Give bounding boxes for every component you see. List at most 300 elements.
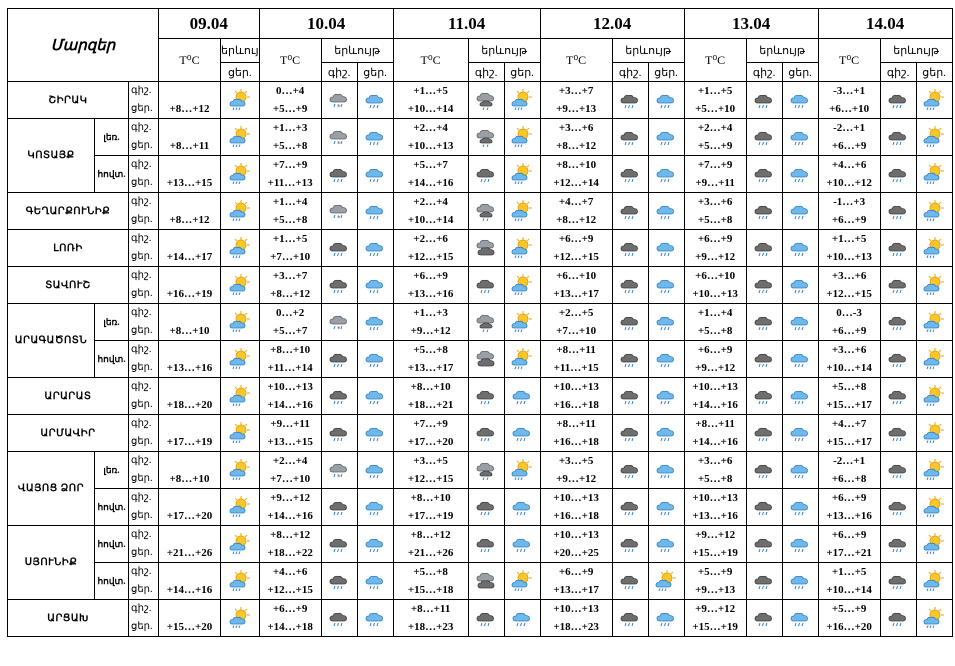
night-temp-value: +1…+4 bbox=[272, 196, 308, 208]
cloud-dark-rain-icon bbox=[613, 384, 648, 408]
night-temp-value: +8…+11 bbox=[410, 603, 451, 615]
day-temp bbox=[393, 341, 468, 378]
cloud-blue-rain-icon bbox=[505, 606, 540, 630]
cloud-blue-rain-icon-graphic bbox=[363, 532, 387, 556]
day-icon-cell bbox=[648, 415, 684, 452]
zone-label: հովտ. bbox=[95, 489, 129, 526]
cloud-dark-rain-icon bbox=[747, 495, 782, 519]
region-row bbox=[8, 415, 953, 452]
night-temp-value: +5…+9 bbox=[697, 566, 733, 578]
day-icon-cell bbox=[504, 452, 540, 489]
cloud-grey-rain-icon bbox=[469, 458, 504, 482]
day-temp bbox=[818, 600, 880, 637]
cloud-dark-rain-icon bbox=[322, 273, 357, 297]
day-icon-cell bbox=[916, 378, 952, 415]
night-icon-cell bbox=[321, 341, 357, 378]
day-icon-cell bbox=[782, 600, 818, 637]
sun-cloud-rain-icon bbox=[917, 199, 952, 223]
cloud-grey-rain-icon-graphic bbox=[474, 310, 498, 334]
cloud-dark-rain-icon bbox=[469, 162, 504, 186]
sun-cloud-rain-icon bbox=[505, 88, 540, 112]
cloud-blue-rain-icon-graphic bbox=[654, 606, 678, 630]
cloud-dark-rain-icon bbox=[322, 347, 357, 371]
day-icon-cell bbox=[357, 304, 393, 341]
night-icon-cell bbox=[468, 415, 504, 452]
cloud-blue-rain-icon-graphic bbox=[788, 569, 812, 593]
cloud-dark-rain-icon-graphic bbox=[474, 273, 498, 297]
day-icon-cell bbox=[648, 304, 684, 341]
night-temp-value: +3…+7 bbox=[272, 270, 308, 282]
day-icon-cell bbox=[782, 304, 818, 341]
night-temp-value: +8…+10 bbox=[410, 492, 451, 504]
night-temp-value: +8…+10 bbox=[556, 159, 597, 171]
day-subheader: ցեր. bbox=[504, 63, 540, 82]
day-temp-value: +13…+16 bbox=[692, 510, 738, 522]
day-temp bbox=[540, 378, 612, 415]
cloud-grey-rain-icon-graphic bbox=[474, 199, 498, 223]
day-temp-value: +18…+21 bbox=[407, 399, 454, 411]
sun-cloud-rain-icon bbox=[917, 421, 952, 445]
cloud-dark-rain-icon bbox=[747, 421, 782, 445]
sun-cloud-rain-icon bbox=[221, 569, 259, 593]
cloud-dark-rain-icon-graphic bbox=[474, 532, 498, 556]
night-temp-value: +9…+12 bbox=[695, 603, 736, 615]
time-labels bbox=[129, 415, 159, 452]
day-temp bbox=[818, 489, 880, 526]
cloud-blue-rain-icon bbox=[783, 495, 818, 519]
night-icon-cell bbox=[746, 193, 782, 230]
day-icon-cell bbox=[916, 193, 952, 230]
cloud-dark-rain-icon-graphic bbox=[886, 310, 910, 334]
night-icon-cell bbox=[880, 304, 916, 341]
cloud-dark-rain-icon bbox=[881, 125, 916, 149]
day-label: ցեր. bbox=[131, 436, 153, 447]
day-temp-value: +8…+12 bbox=[556, 140, 597, 152]
day-icon-cell bbox=[504, 563, 540, 600]
time-labels bbox=[129, 341, 159, 378]
sun-cloud-rain-icon-graphic bbox=[510, 458, 534, 482]
zone-label: հովտ. bbox=[95, 563, 129, 600]
day-temp-value: +18…+23 bbox=[553, 621, 599, 633]
day-icon-cell bbox=[357, 193, 393, 230]
cloud-dark-rain-icon-graphic bbox=[618, 125, 642, 149]
night-icon-cell bbox=[468, 526, 504, 563]
sun-cloud-rain-icon bbox=[505, 347, 540, 371]
temp-header: T⁰C bbox=[818, 39, 880, 82]
day-icon-cell bbox=[504, 193, 540, 230]
cloud-blue-rain-icon-graphic bbox=[363, 273, 387, 297]
cloud-dark-rain-icon bbox=[747, 310, 782, 334]
cloud-dark-rain-icon bbox=[322, 495, 357, 519]
day-label: ցեր. bbox=[131, 288, 153, 299]
night-icon-cell bbox=[880, 230, 916, 267]
cloud-blue-rain-icon-graphic bbox=[510, 606, 534, 630]
cloud-dark-rain-icon-graphic bbox=[752, 236, 776, 260]
night-temp-value: +2…+4 bbox=[697, 122, 733, 134]
day-icon-cell bbox=[504, 230, 540, 267]
night-subheader: գիշ. bbox=[612, 63, 648, 82]
night-label: գիշ. bbox=[131, 159, 152, 170]
sun-cloud-rain-icon-graphic bbox=[922, 125, 946, 149]
cloud-dark-rain-icon-graphic bbox=[618, 495, 642, 519]
sun-cloud-rain-icon-graphic bbox=[510, 310, 534, 334]
cloud-dark-rain-icon-graphic bbox=[886, 606, 910, 630]
cloud-dark-rain-icon bbox=[747, 162, 782, 186]
night-icon-cell bbox=[612, 230, 648, 267]
cloud-blue-rain-icon bbox=[358, 273, 393, 297]
day-temp-value: +21…+26 bbox=[407, 547, 454, 559]
time-labels bbox=[129, 193, 159, 230]
night-temp-value: +3…+6 bbox=[831, 344, 867, 356]
sun-cloud-rain-icon bbox=[221, 384, 259, 408]
cloud-dark-rain-icon-graphic bbox=[752, 347, 776, 371]
day0-temp-value: +8…+10 bbox=[169, 473, 210, 485]
day-icon-cell bbox=[648, 156, 684, 193]
sun-cloud-rain-icon-graphic bbox=[228, 495, 252, 519]
night-icon-cell bbox=[612, 452, 648, 489]
zone-label: լեռ. bbox=[95, 304, 129, 341]
weather-icon-cell bbox=[221, 230, 260, 267]
day-temp-value: +20…+25 bbox=[553, 547, 599, 559]
region-name: ԱՐԱԳԱԾՈՏՆ bbox=[8, 304, 95, 378]
day-temp bbox=[818, 452, 880, 489]
cloud-dark-rain-icon bbox=[613, 273, 648, 297]
night-icon-cell bbox=[321, 378, 357, 415]
day-temp-value: +12…+15 bbox=[553, 251, 599, 263]
night-icon-cell bbox=[880, 415, 916, 452]
temp-header: T⁰C bbox=[540, 39, 612, 82]
cloud-dark-rain-icon-graphic bbox=[618, 236, 642, 260]
day-temp bbox=[818, 267, 880, 304]
day-temp bbox=[818, 563, 880, 600]
cloud-dark-rain-icon bbox=[881, 569, 916, 593]
night-temp-value: +1…+3 bbox=[413, 307, 448, 319]
night-icon-cell bbox=[746, 415, 782, 452]
weather-icon-cell bbox=[221, 526, 260, 563]
day-temp-value: +18…+23 bbox=[407, 621, 454, 633]
night-temp-value: +2…+5 bbox=[558, 307, 594, 319]
day-icon-cell bbox=[916, 156, 952, 193]
sun-cloud-rain-icon bbox=[505, 162, 540, 186]
day-icon-cell bbox=[648, 341, 684, 378]
night-icon-cell bbox=[746, 378, 782, 415]
day-temp-value: +6…+8 bbox=[831, 473, 867, 485]
day-temp bbox=[259, 526, 321, 563]
day0-temp bbox=[159, 452, 221, 489]
sun-cloud-rain-icon bbox=[917, 384, 952, 408]
day-icon-cell bbox=[357, 341, 393, 378]
cloud-dark-rain-icon bbox=[322, 532, 357, 556]
day-temp bbox=[259, 193, 321, 230]
cloud-blue-rain-icon-graphic bbox=[654, 236, 678, 260]
day-temp-value: +17…+19 bbox=[407, 510, 454, 522]
night-icon-cell bbox=[321, 489, 357, 526]
day-temp bbox=[393, 452, 468, 489]
night-temp-value: +3…+5 bbox=[413, 455, 448, 467]
day-temp bbox=[540, 415, 612, 452]
sun-cloud-rain-icon-graphic bbox=[228, 532, 252, 556]
cloud-dark-rain-icon-graphic bbox=[474, 606, 498, 630]
cloud-grey-rain-icon bbox=[469, 125, 504, 149]
night-icon-cell bbox=[612, 489, 648, 526]
cloud-dark-rain-icon-graphic bbox=[752, 421, 776, 445]
night-temp-value: -1…+3 bbox=[833, 196, 866, 208]
day-temp bbox=[259, 378, 321, 415]
cloud-dark-rain-icon-graphic bbox=[618, 606, 642, 630]
cloud-dark-icon bbox=[469, 569, 504, 593]
night-temp-value: +2…+6 bbox=[413, 233, 448, 245]
date-header: 14.04 bbox=[818, 9, 952, 39]
day-icon-cell bbox=[916, 526, 952, 563]
sun-cloud-rain-icon-graphic bbox=[922, 199, 946, 223]
cloud-blue-rain-icon-graphic bbox=[788, 532, 812, 556]
day-temp bbox=[684, 267, 746, 304]
sun-cloud-rain-icon bbox=[917, 273, 952, 297]
phenomenon-header: երևույթ bbox=[612, 39, 684, 63]
weather-icon-cell bbox=[221, 378, 260, 415]
phenomenon-header: երևույթ bbox=[880, 39, 952, 63]
sun-cloud-rain-icon bbox=[917, 310, 952, 334]
night-icon-cell bbox=[468, 489, 504, 526]
day-temp bbox=[684, 156, 746, 193]
phenomenon-header: երևույ bbox=[221, 39, 260, 63]
day0-temp-value: +8…+12 bbox=[169, 103, 210, 115]
day-icon-cell bbox=[916, 119, 952, 156]
night-temp-value: +8…+11 bbox=[695, 418, 735, 430]
time-labels bbox=[129, 230, 159, 267]
night-icon-cell bbox=[746, 230, 782, 267]
day-temp-value: +11…+14 bbox=[267, 362, 313, 374]
time-labels bbox=[129, 267, 159, 304]
day0-temp-value: +8…+10 bbox=[169, 325, 210, 337]
region-name: ԱՐԱՐԱՏ bbox=[8, 378, 129, 415]
night-icon-cell bbox=[612, 193, 648, 230]
weather-icon-cell bbox=[221, 119, 260, 156]
cloud-blue-rain-icon bbox=[649, 162, 684, 186]
temp-header: T⁰C bbox=[159, 39, 221, 82]
night-icon-cell bbox=[321, 415, 357, 452]
region-row bbox=[8, 341, 953, 378]
night-icon-cell bbox=[880, 378, 916, 415]
day-temp-value: +16…+18 bbox=[553, 436, 599, 448]
cloud-grey-rain-icon bbox=[469, 310, 504, 334]
day-temp bbox=[393, 267, 468, 304]
day-icon-cell bbox=[916, 489, 952, 526]
night-temp-value: -2…+1 bbox=[833, 455, 866, 467]
cloud-rain-snow-icon bbox=[322, 310, 357, 334]
day-temp bbox=[684, 526, 746, 563]
day-temp bbox=[540, 304, 612, 341]
region-row bbox=[8, 230, 953, 267]
cloud-blue-rain-icon bbox=[358, 310, 393, 334]
day-temp-value: +15…+19 bbox=[692, 621, 738, 633]
day0-temp bbox=[159, 156, 221, 193]
night-icon-cell bbox=[321, 452, 357, 489]
night-icon-cell bbox=[612, 600, 648, 637]
night-icon-cell bbox=[468, 378, 504, 415]
day0-temp bbox=[159, 267, 221, 304]
night-icon-cell bbox=[612, 304, 648, 341]
sun-cloud-rain-icon-graphic bbox=[228, 347, 252, 371]
cloud-blue-rain-icon bbox=[649, 532, 684, 556]
day-temp bbox=[393, 119, 468, 156]
day0-temp-value: +18…+20 bbox=[166, 399, 213, 411]
night-temp-value: +1…+5 bbox=[831, 566, 867, 578]
cloud-blue-rain-icon bbox=[358, 162, 393, 186]
night-temp-value: +10…+13 bbox=[553, 603, 599, 615]
night-temp-value: +6…+9 bbox=[831, 492, 867, 504]
day0-temp bbox=[159, 526, 221, 563]
cloud-dark-rain-icon-graphic bbox=[886, 236, 910, 260]
cloud-dark-icon-graphic bbox=[474, 347, 498, 371]
day-icon-cell bbox=[504, 304, 540, 341]
cloud-blue-rain-icon bbox=[358, 88, 393, 112]
day-temp-value: +15…+17 bbox=[826, 399, 872, 411]
cloud-grey-rain-icon-graphic bbox=[474, 125, 498, 149]
cloud-blue-rain-icon-graphic bbox=[654, 458, 678, 482]
day-temp-value: +15…+17 bbox=[826, 436, 872, 448]
day-temp-value: +9…+13 bbox=[695, 584, 736, 596]
cloud-dark-rain-icon-graphic bbox=[618, 421, 642, 445]
day-temp-value: +18…+22 bbox=[267, 547, 313, 559]
day-icon-cell bbox=[504, 267, 540, 304]
zone-label: լեռ. bbox=[95, 452, 129, 489]
svg-text:*: * bbox=[337, 103, 341, 111]
day0-temp bbox=[159, 378, 221, 415]
night-icon-cell bbox=[746, 267, 782, 304]
night-temp-value: +6…+9 bbox=[413, 270, 448, 282]
night-temp-value: +9…+11 bbox=[270, 418, 310, 430]
cloud-dark-rain-icon bbox=[747, 458, 782, 482]
night-icon-cell bbox=[468, 156, 504, 193]
sun-cloud-rain-icon-graphic bbox=[922, 606, 946, 630]
night-temp-value: +6…+9 bbox=[558, 566, 594, 578]
time-labels bbox=[129, 563, 159, 600]
day-temp-value: +15…+18 bbox=[407, 584, 454, 596]
night-temp-value: +7…+9 bbox=[413, 418, 448, 430]
cloud-blue-rain-icon bbox=[649, 421, 684, 445]
day-icon-cell bbox=[504, 600, 540, 637]
night-temp-value: +1…+5 bbox=[272, 233, 308, 245]
night-temp-value: +6…+10 bbox=[695, 270, 736, 282]
day-temp bbox=[393, 193, 468, 230]
day-temp-value: +10…+14 bbox=[826, 584, 872, 596]
cloud-dark-rain-icon bbox=[881, 384, 916, 408]
zone-label: հովտ. bbox=[95, 156, 129, 193]
sun-cloud-rain-icon-graphic bbox=[922, 310, 946, 334]
cloud-dark-rain-icon bbox=[613, 162, 648, 186]
cloud-dark-rain-icon-graphic bbox=[886, 88, 910, 112]
cloud-dark-rain-icon bbox=[469, 384, 504, 408]
region-name: ՇԻՐԱԿ bbox=[8, 82, 129, 119]
day-label: ցեր. bbox=[131, 621, 153, 632]
night-label: գիշ. bbox=[131, 233, 152, 244]
cloud-blue-rain-icon-graphic bbox=[654, 532, 678, 556]
day-label: ցեր. bbox=[131, 362, 153, 373]
day-temp-value: +13…+16 bbox=[826, 510, 872, 522]
date-header: 13.04 bbox=[684, 9, 818, 39]
cloud-blue-rain-icon-graphic bbox=[363, 569, 387, 593]
sun-cloud-rain-icon bbox=[221, 88, 259, 112]
cloud-dark-rain-icon-graphic bbox=[618, 458, 642, 482]
day0-temp-value: +13…+16 bbox=[166, 362, 213, 374]
day-label: ցեր. bbox=[131, 473, 153, 484]
region-row bbox=[8, 489, 953, 526]
cloud-blue-rain-icon-graphic bbox=[363, 162, 387, 186]
night-icon-cell bbox=[880, 452, 916, 489]
night-label: գիշ. bbox=[131, 122, 152, 133]
day-temp-value: +9…+11 bbox=[695, 177, 735, 189]
cloud-dark-rain-icon-graphic bbox=[752, 125, 776, 149]
day-icon-cell bbox=[504, 341, 540, 378]
day-temp bbox=[684, 341, 746, 378]
sun-cloud-rain-icon-graphic bbox=[922, 236, 946, 260]
cloud-dark-rain-icon-graphic bbox=[327, 606, 351, 630]
region-name: ԼՈՌԻ bbox=[8, 230, 129, 267]
cloud-blue-rain-icon-graphic bbox=[788, 236, 812, 260]
day-temp bbox=[684, 193, 746, 230]
day-temp-value: +5…+8 bbox=[697, 473, 733, 485]
sun-cloud-rain-icon-graphic bbox=[922, 347, 946, 371]
cloud-dark-rain-icon-graphic bbox=[327, 347, 351, 371]
sun-cloud-rain-icon-graphic bbox=[510, 162, 534, 186]
cloud-dark-rain-icon bbox=[613, 532, 648, 556]
night-temp-value: +10…+13 bbox=[692, 492, 738, 504]
cloud-grey-rain-icon-graphic bbox=[474, 88, 498, 112]
day-temp bbox=[684, 304, 746, 341]
sun-cloud-rain-icon-graphic bbox=[228, 310, 252, 334]
day0-temp bbox=[159, 230, 221, 267]
day-temp bbox=[259, 230, 321, 267]
day-icon-cell bbox=[357, 415, 393, 452]
cloud-dark-rain-icon bbox=[322, 569, 357, 593]
day0-temp bbox=[159, 119, 221, 156]
cloud-dark-rain-icon-graphic bbox=[618, 347, 642, 371]
sun-cloud-rain-icon bbox=[917, 495, 952, 519]
night-temp-value: +10…+13 bbox=[553, 381, 599, 393]
day-temp bbox=[684, 82, 746, 119]
cloud-dark-rain-icon bbox=[747, 606, 782, 630]
day-label: ցեր. bbox=[131, 103, 153, 114]
cloud-dark-rain-icon-graphic bbox=[886, 569, 910, 593]
day-icon-cell bbox=[504, 156, 540, 193]
night-temp-value: +7…+9 bbox=[697, 159, 733, 171]
cloud-blue-rain-icon-graphic bbox=[788, 458, 812, 482]
region-row bbox=[8, 378, 953, 415]
night-icon-cell bbox=[880, 193, 916, 230]
day-icon-cell bbox=[916, 304, 952, 341]
sun-cloud-rain-icon bbox=[917, 162, 952, 186]
region-name: ԱՐՑԱԽ bbox=[8, 600, 129, 637]
cloud-blue-rain-icon-graphic bbox=[654, 88, 678, 112]
day-temp-value: +6…+9 bbox=[831, 214, 867, 226]
cloud-blue-rain-icon-graphic bbox=[788, 495, 812, 519]
night-temp-value: +3…+5 bbox=[558, 455, 594, 467]
cloud-dark-rain-icon-graphic bbox=[327, 421, 351, 445]
day-temp-value: +14…+16 bbox=[407, 177, 454, 189]
night-icon-cell bbox=[468, 600, 504, 637]
sun-cloud-rain-icon bbox=[917, 347, 952, 371]
day-temp-value: +13…+16 bbox=[407, 288, 454, 300]
night-icon-cell bbox=[880, 526, 916, 563]
cloud-dark-rain-icon-graphic bbox=[752, 273, 776, 297]
sun-cloud-rain-icon bbox=[221, 199, 259, 223]
night-icon-cell bbox=[321, 304, 357, 341]
day-icon-cell bbox=[648, 452, 684, 489]
cloud-dark-rain-icon bbox=[747, 347, 782, 371]
cloud-blue-rain-icon-graphic bbox=[788, 273, 812, 297]
day-temp bbox=[540, 563, 612, 600]
